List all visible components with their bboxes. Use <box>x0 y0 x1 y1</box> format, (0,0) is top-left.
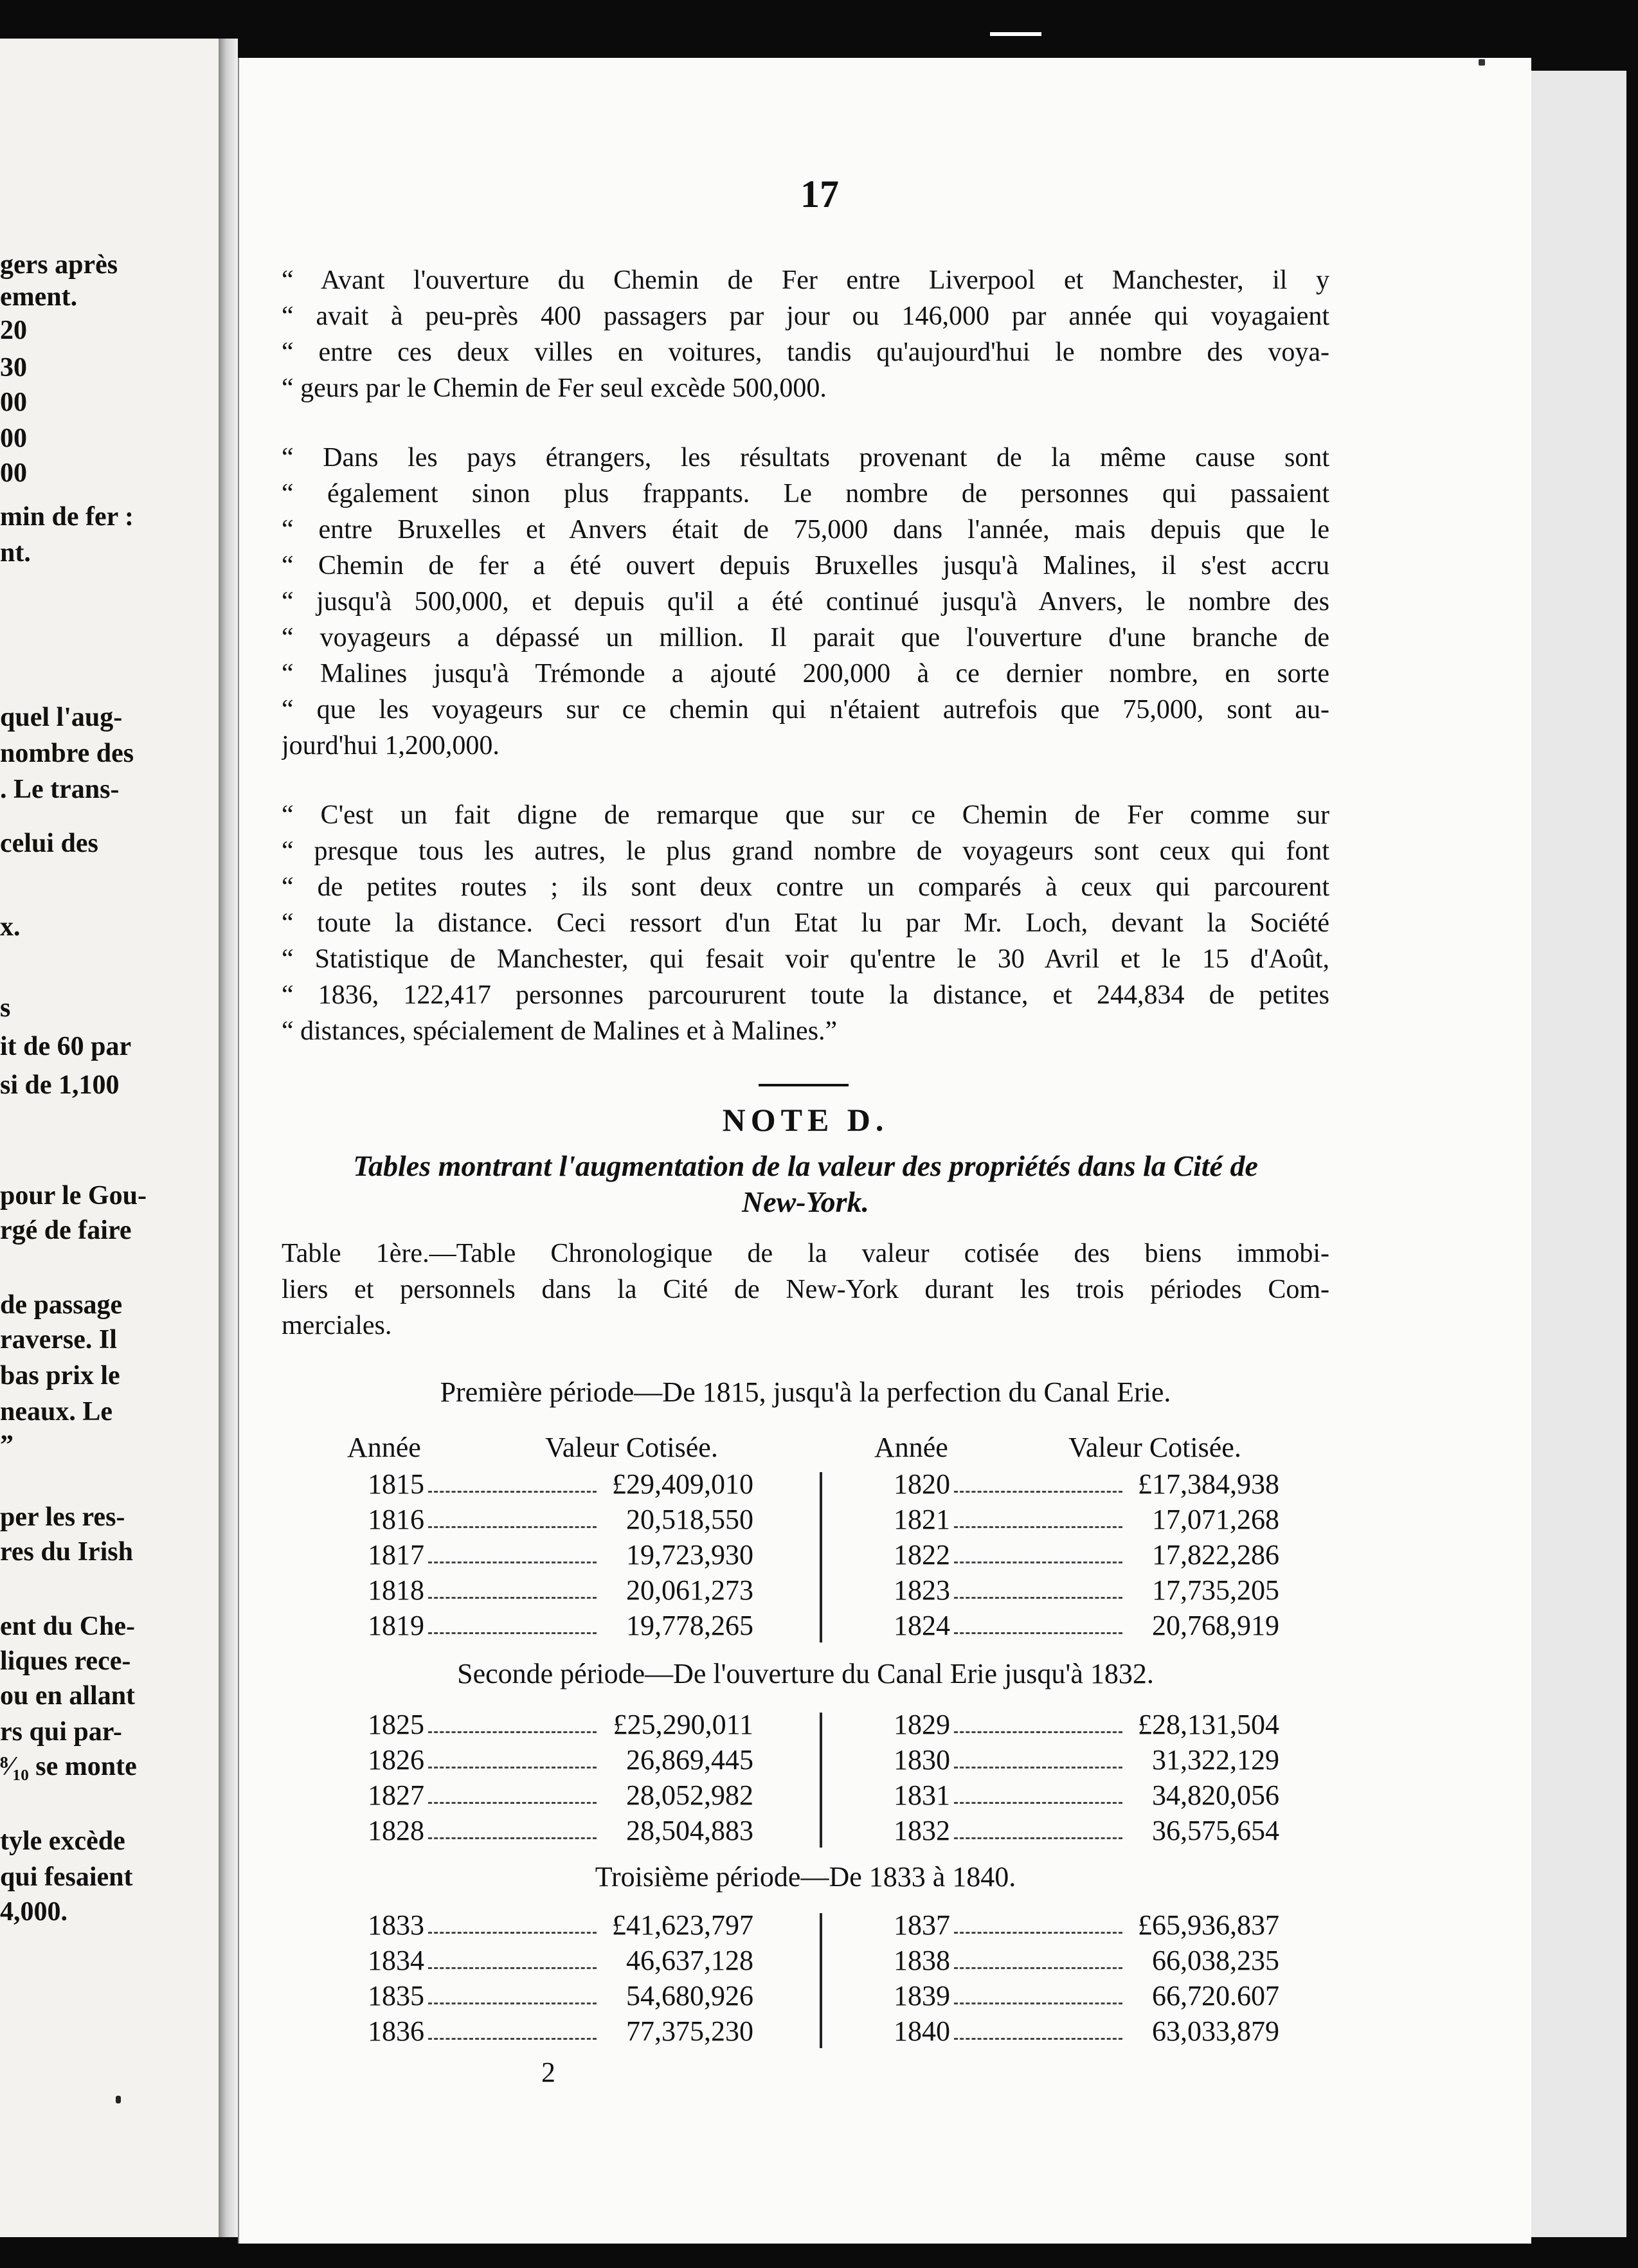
text-line: “ de petites routes ; ils sont deux contre un comparés à ceux qui parcourent <box>282 872 1329 902</box>
row-year: 1816 <box>368 1504 424 1535</box>
left-text-fragment: 20 <box>0 316 27 345</box>
left-text-fragment: rgé de faire <box>0 1216 132 1245</box>
row-value: 17,071,268 <box>1152 1504 1279 1535</box>
table-row <box>368 1538 753 1572</box>
left-text-fragment: qui fesaient <box>0 1862 133 1892</box>
left-text-fragment: min de fer : <box>0 502 134 532</box>
row-year: 1827 <box>368 1779 424 1811</box>
row-value: 20,518,550 <box>626 1504 753 1535</box>
table-row <box>894 2014 1279 2049</box>
left-text-fragment: s <box>0 993 11 1023</box>
row-year: 1823 <box>894 1574 950 1606</box>
left-text-fragment: ou en allant <box>0 1681 136 1711</box>
column-header-value: Valeur Cotisée. <box>545 1432 718 1463</box>
table-row <box>368 1608 753 1643</box>
left-text-fragment: raverse. Il <box>0 1325 117 1354</box>
note-title: NOTE D. <box>722 1102 889 1138</box>
leader-dots <box>954 1743 1122 1769</box>
table-row <box>368 1908 753 1943</box>
row-year: 1837 <box>894 1909 950 1941</box>
left-text-fragment: liques rece- <box>0 1646 131 1676</box>
period-title: Première période—De 1815, jusqu'à la perfection du Canal Erie. <box>440 1376 1171 1408</box>
text-line: “ que les voyageurs sur ce chemin qui n'étaient autrefois que 75,000, sont au- <box>282 695 1329 724</box>
row-value: 66,038,235 <box>1152 1945 1279 1976</box>
left-text-fragment: bas prix le <box>0 1361 120 1390</box>
row-value: 31,322,129 <box>1152 1744 1279 1776</box>
text-line: “ entre ces deux villes en voitures, tandis qu'aujourd'hui le nombre des voya- <box>282 338 1329 367</box>
left-text-fragment: x. <box>0 912 21 942</box>
left-text-fragment: si de 1,100 <box>0 1070 120 1100</box>
table-row <box>894 1467 1279 1502</box>
text-line: “ jusqu'à 500,000, et depuis qu'il a été continué jusqu'à Anvers, le nombre des <box>282 587 1329 616</box>
page-number: 17 <box>800 173 839 215</box>
left-text-fragment: it de 60 par <box>0 1032 132 1061</box>
table-row <box>368 1467 753 1502</box>
period-title: Troisième période—De 1833 à 1840. <box>595 1861 1016 1893</box>
leader-dots <box>954 2014 1122 2040</box>
row-value: 77,375,230 <box>626 2015 753 2047</box>
row-value: 26,869,445 <box>626 1744 753 1776</box>
row-year: 1820 <box>894 1468 950 1500</box>
row-value: 63,033,879 <box>1152 2015 1279 2047</box>
text-line: jourd'hui 1,200,000. <box>282 731 500 760</box>
left-text-fragment: nt. <box>0 538 31 568</box>
row-value: 66,720.607 <box>1152 1980 1279 2012</box>
table-row <box>368 1943 753 1978</box>
section-rule <box>759 1084 849 1086</box>
left-text-fragment: nombre des <box>0 739 134 768</box>
leader-dots <box>428 1573 597 1599</box>
leader-dots <box>428 1743 597 1769</box>
row-value: 19,778,265 <box>626 1610 753 1641</box>
row-year: 1825 <box>368 1709 424 1740</box>
row-year: 1815 <box>368 1468 424 1500</box>
signature-mark: 2 <box>541 2056 555 2088</box>
row-year: 1836 <box>368 2015 424 2047</box>
left-text-fragment: 00 <box>0 388 27 417</box>
table-row <box>894 1908 1279 1943</box>
row-value: 54,680,926 <box>626 1980 753 2012</box>
intro-line: Table 1ère.—Table Chronologique de la valeur cotisée des biens immobi- <box>282 1239 1329 1268</box>
text-line: “ Dans les pays étrangers, les résultats provenant de la même cause sont <box>282 443 1329 473</box>
leader-dots <box>954 1778 1122 1804</box>
left-text-fragment: 00 <box>0 424 27 453</box>
table-row <box>894 1573 1279 1608</box>
row-value: 17,735,205 <box>1152 1574 1279 1606</box>
table-row <box>368 1573 753 1608</box>
text-line: “ 1836, 122,417 personnes parcoururent toute la distance, et 244,834 de petites <box>282 980 1329 1010</box>
leader-dots <box>954 1979 1122 2004</box>
row-year: 1824 <box>894 1610 950 1641</box>
row-year: 1830 <box>894 1744 950 1776</box>
leader-dots <box>954 1943 1122 1969</box>
row-year: 1829 <box>894 1709 950 1740</box>
row-value: 20,768,919 <box>1152 1610 1279 1641</box>
leader-dots <box>428 1707 597 1733</box>
left-text-fragment: ⁸⁄₁₀ se monte <box>0 1752 137 1781</box>
left-text-fragment: tyle excède <box>0 1826 125 1856</box>
row-value: 36,575,654 <box>1152 1815 1279 1846</box>
row-year: 1839 <box>894 1980 950 2012</box>
row-value: £17,384,938 <box>1138 1468 1279 1500</box>
table-row <box>368 1814 753 1848</box>
table-row <box>368 1707 753 1742</box>
row-value: £29,409,010 <box>612 1468 753 1500</box>
leader-dots <box>428 1467 597 1493</box>
row-year: 1817 <box>368 1539 424 1571</box>
table-row <box>368 2014 753 2049</box>
left-text-fragment: neaux. Le <box>0 1397 113 1426</box>
row-value: £28,131,504 <box>1138 1709 1279 1740</box>
subtitle-line: Tables montrant l'augmentation de la valeur des propriétés dans la Cité de <box>353 1149 1258 1182</box>
left-text-fragment: pour le Gou- <box>0 1181 147 1210</box>
leader-dots <box>428 1778 597 1804</box>
left-page-fragment <box>0 39 219 2237</box>
leader-dots <box>954 1502 1122 1528</box>
leader-dots <box>954 1707 1122 1733</box>
leader-dots <box>428 1608 597 1634</box>
table-row <box>368 1979 753 2013</box>
row-value: 28,052,982 <box>626 1779 753 1811</box>
row-year: 1821 <box>894 1504 950 1535</box>
row-value: 28,504,883 <box>626 1815 753 1846</box>
column-header-value: Valeur Cotisée. <box>1068 1432 1241 1463</box>
text-line: “ geurs par le Chemin de Fer seul excède 500,000. <box>282 374 827 403</box>
row-value: 46,637,128 <box>626 1945 753 1976</box>
row-value: £65,936,837 <box>1138 1909 1279 1941</box>
leader-dots <box>428 1943 597 1969</box>
row-value: 20,061,273 <box>626 1574 753 1606</box>
column-divider <box>820 1472 822 1643</box>
left-text-fragment: 30 <box>0 353 27 382</box>
row-year: 1831 <box>894 1779 950 1811</box>
paragraph-short-trips <box>282 797 1329 1049</box>
table-intro <box>282 1236 1329 1344</box>
text-line: “ entre Bruxelles et Anvers était de 75,000 dans l'année, mais depuis que le <box>282 515 1329 544</box>
row-value: 34,820,056 <box>1152 1779 1279 1811</box>
leader-dots <box>954 1908 1122 1934</box>
column-header-year: Année <box>347 1432 421 1463</box>
text-line: “ Statistique de Manchester, qui fesait voir qu'entre le 30 Avril et le 15 d'Août, <box>282 944 1329 974</box>
text-line: “ Avant l'ouverture du Chemin de Fer entre Liverpool et Manchester, il y <box>282 266 1329 295</box>
text-line: “ avait à peu-près 400 passagers par jour ou 146,000 par année qui voyagaient <box>282 302 1329 331</box>
leader-dots <box>428 1814 597 1839</box>
table-row <box>894 1943 1279 1978</box>
row-year: 1828 <box>368 1815 424 1846</box>
leader-dots <box>428 1979 597 2004</box>
intro-line: liers et personnels dans la Cité de New-York durant les trois périodes Com- <box>282 1275 1329 1304</box>
left-text-fragment: . Le trans- <box>0 775 120 804</box>
period-title: Seconde période—De l'ouverture du Canal Erie jusqu'à 1832. <box>457 1658 1154 1689</box>
book-gutter <box>219 39 238 2237</box>
table-row <box>368 1502 753 1537</box>
subtitle-line: New-York. <box>741 1185 870 1218</box>
left-text-fragment: de passage <box>0 1290 123 1320</box>
corner-mark <box>1479 59 1485 66</box>
text-line: “ distances, spécialement de Malines et à Malines.” <box>282 1016 838 1046</box>
table-row <box>894 1538 1279 1572</box>
paragraph-belgium <box>282 440 1329 764</box>
text-line: “ toute la distance. Ceci ressort d'un Etat lu par Mr. Loch, devant la Société <box>282 908 1329 938</box>
row-year: 1832 <box>894 1815 950 1846</box>
leader-dots <box>428 2014 597 2040</box>
row-year: 1834 <box>368 1945 424 1976</box>
paragraph-liverpool <box>282 262 1329 406</box>
table-row <box>894 1778 1279 1813</box>
row-year: 1838 <box>894 1945 950 1976</box>
text-line: “ voyageurs a dépassé un million. Il parait que l'ouverture d'une branche de <box>282 623 1329 652</box>
table-row <box>368 1743 753 1778</box>
row-value: 17,822,286 <box>1152 1539 1279 1571</box>
left-text-fragment: quel l'aug- <box>0 703 123 732</box>
table-row <box>894 1743 1279 1778</box>
leader-dots <box>954 1467 1122 1493</box>
leader-dots <box>954 1538 1122 1563</box>
ink-mark <box>116 2096 121 2103</box>
intro-line: merciales. <box>282 1311 392 1340</box>
leader-dots <box>428 1538 597 1563</box>
leader-dots <box>954 1573 1122 1599</box>
row-value: 19,723,930 <box>626 1539 753 1571</box>
left-text-fragment: rs qui par- <box>0 1717 122 1747</box>
column-header-year: Année <box>874 1432 948 1463</box>
left-text-fragment: ” <box>0 1430 14 1460</box>
left-text-fragment: per les res- <box>0 1502 125 1532</box>
left-text-fragment: res du Irish <box>0 1537 133 1567</box>
left-text-fragment: ement. <box>0 282 78 312</box>
table-row <box>894 1979 1279 2013</box>
text-line: “ Chemin de fer a été ouvert depuis Bruxelles jusqu'à Malines, il s'est accru <box>282 551 1329 580</box>
leader-dots <box>428 1908 597 1934</box>
row-year: 1833 <box>368 1909 424 1941</box>
note-subtitle <box>282 1148 1329 1220</box>
left-text-fragment: celui des <box>0 829 98 858</box>
row-year: 1819 <box>368 1610 424 1641</box>
left-text-fragment: 4,000. <box>0 1897 68 1927</box>
column-divider <box>820 1913 822 2048</box>
text-line: “ presque tous les autres, le plus grand nombre de voyageurs sont ceux qui font <box>282 836 1329 866</box>
table-row <box>894 1707 1279 1742</box>
table-row <box>894 1502 1279 1537</box>
left-text-fragment: ent du Che- <box>0 1612 136 1641</box>
row-year: 1818 <box>368 1574 424 1606</box>
row-value: £41,623,797 <box>612 1909 753 1941</box>
row-year: 1822 <box>894 1539 950 1571</box>
text-line: “ C'est un fait digne de remarque que sur ce Chemin de Fer comme sur <box>282 800 1329 830</box>
text-line: “ Malines jusqu'à Trémonde a ajouté 200,000 à ce dernier nombre, en sorte <box>282 659 1329 688</box>
table-row <box>894 1608 1279 1643</box>
paper-scrap <box>990 32 1041 36</box>
table-row <box>368 1778 753 1813</box>
row-year: 1826 <box>368 1744 424 1776</box>
leader-dots <box>954 1814 1122 1839</box>
page-edge <box>1530 71 1626 2237</box>
text-line: “ également sinon plus frappants. Le nombre de personnes qui passaient <box>282 479 1329 509</box>
row-year: 1835 <box>368 1980 424 2012</box>
left-text-fragment: 00 <box>0 458 27 488</box>
leader-dots <box>428 1502 597 1528</box>
row-year: 1840 <box>894 2015 950 2047</box>
column-divider <box>820 1713 822 1848</box>
row-value: £25,290,011 <box>613 1709 753 1740</box>
left-text-fragment: gers après <box>0 250 118 280</box>
table-row <box>894 1814 1279 1848</box>
leader-dots <box>954 1608 1122 1634</box>
